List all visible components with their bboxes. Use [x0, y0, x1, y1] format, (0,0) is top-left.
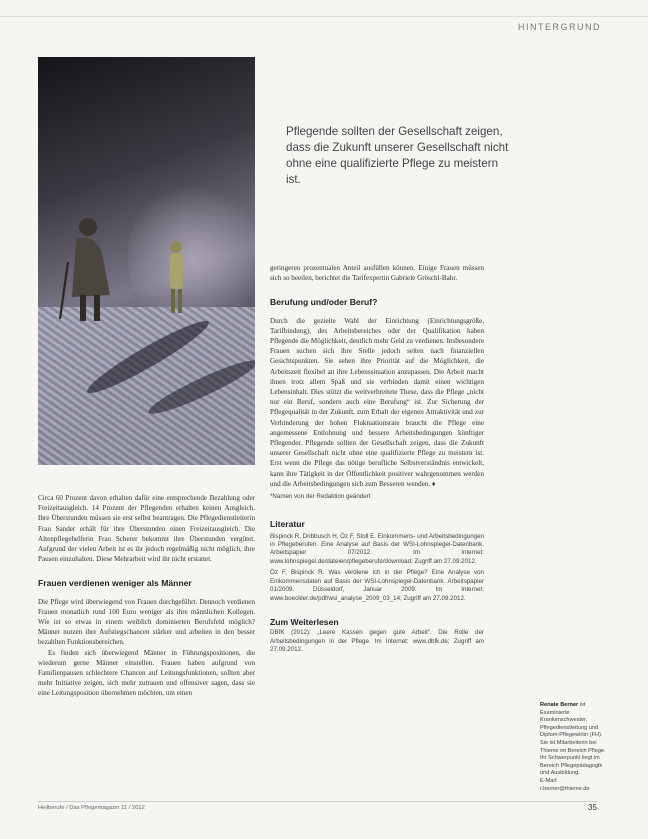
footer-journal: Heilberufe / Das Pflegemagazin 11 / 2012	[38, 805, 145, 811]
left-column	[38, 493, 255, 699]
heading-weiterlesen: Zum Weiterlesen	[270, 616, 339, 627]
author-description: ist Examinierte Krankenschwester, Pflegedienstleitung und Diplom-Pflegewirtin (FH). Sie ist Mitarbeiterin bei Thieme im Bereich Pflege. Ihr Schwerpunkt liegt im Bereich Pflegepädagogik und Ausbildung.	[540, 702, 606, 777]
page-number: 35	[588, 803, 597, 812]
left-body-paragraph-2: Es finden sich überwiegend Männer in Führungspositionen, die wiederum gerne Männer einstellen. Frauen haben aufgrund von Familienpausen schlechtere Chancen auf Leitungsfunktionen, sollten aber mehr Initiative zeigen, sich mehr zutrauen und offensiver sagen, dass sie eine Leitungsposition übernehmen möchten, um einen	[38, 648, 255, 698]
section-label: HINTERGRUND	[518, 22, 601, 32]
heading-berufung: Berufung und/oder Beruf?	[270, 297, 378, 308]
footer-rule	[38, 801, 598, 802]
author-name: Renate Berner	[540, 702, 579, 708]
right-intro-paragraph: geringeren prozentualen Anteil ausfüllen können. Einige Frauen müssen sich so beeilen, berichtet die Tarifexpertin Gabriele Gröschl-Bahr.	[270, 264, 484, 283]
left-top-paragraph: Circa 60 Prozent davon erhalten dafür eine entsprechende Bezahlung oder Freizeitausgleich. 14 Prozent der Pflegenden erhalten keinen Ausgleich. Ihre Überstunden müssen sie erst selbst beantragen. Die Pflegedienstleiterin Frau Sander erhält für ihre Überstunden einen Freizeitausgleich. Die Altenpflegehelferin Frau Scherer bekommt ihre Überstunden vergütet. Aufgrund der vielen Arbeit ist es ihr jedoch regelmäßig nicht möglich, ihre Pausen einzuhalten. Diese Mehrarbeit wird ihr nicht erstattet.	[38, 494, 255, 564]
right-body-paragraph: Durch die gezielte Wahl der Einrichtung (Einrichtungsgröße, Tarifbindung), des Arbeitsbereiches oder der Qualifikation haben Pflegende die Möglichkeit, deutlich mehr Geld zu verdienen. Insbesondere Frauen suchen sich ihre Stelle jedoch selten nach finanziellen Gesichtspunkten. Sie sehen ihre Priorität auf die Möglichkeit, die Arbeitszeit flexibel an ihre Lebenssituation anzupassen. Die Arbeit macht ihnen trotz allem Spaß und sie verbinden damit einen wichtigen Lebensinhalt. Dies stützt die weitverbreitete These, dass die Pflege „nicht nur ein Beruf, sondern auch eine Berufung“ ist. Zur Sicherung der Pflegequalität in der Zukunft, zum Erhalt der eigenen Attraktivität und zur Verhinderung der hohen Fluktuationsrate braucht die Pflege eine angemessene Entlohnung und bessere Arbeitsbedingungen künftiger Pflegender. Pflegende sollten der Gesellschaft zeigen, dass die Zukunft unserer Gesellschaft nicht ohne eine qualifizierte Pflege zu meistern ist. Erst wenn die Pflege das nötige berufliche Selbstverständnis entwickelt, kann ihre Tätigkeit in der Öffentlichkeit positiver wahrgenommen werden und die Arbeitsbedingungen sich zum Besseren wenden. ♦	[270, 316, 484, 488]
weiterlesen-text: DBfK (2012): „Leere Kassen gegen gute Arbeit“. Die Rolle der Arbeitsbedingungen in der Pflege. Im Internet: www.dbfk.de; Zugriff am 27.09.2012.	[270, 629, 484, 653]
author-email: E-Mail: r.berner@thieme.de	[540, 777, 590, 792]
right-column	[270, 263, 484, 654]
heading-frauen: Frauen verdienen weniger als Männer	[38, 578, 192, 589]
header-rule	[0, 16, 648, 17]
literatur-entry-2: Öz F, Bispinck R. Was verdiene ich in der Pflege? Eine Analyse von Einkommensdaten auf Basis der WSI-Lohnspiegel-Datenbank. Arbeitspapier 01/2009. Düsseldorf, Januar 2009. Im Internet: www.boeckler.de/pdf/wsi_analyse_2009_03_14; Zugriff am 27.09.2012.	[270, 569, 484, 602]
literatur-entry-1: Bispinck R, Dribbusch H, Öz F, Stoll E. Einkommens- und Arbeitsbedingungen in Pflegeberufen. Eine Analyse auf Basis der WSI-Lohnspiegel-Datenbank. Arbeitspapier 07/2012. Im Internet: www.lohnspiegel.de/dateien/pflegeberufe/download; Zugriff am 27.09.2012.	[270, 532, 484, 565]
figurines-illustration	[38, 57, 255, 465]
left-body-paragraph-1: Die Pflege wird überwiegend von Frauen durchgeführt. Dennoch verdienen Frauen monatlich rund 100 Euro weniger als ihre männlichen Kollegen. Wie ist so etwas in einem weiblich dominierten Berufsfeld möglich? Männer nutzen ihre Aufstiegschancen stärker und arbeiten in den besser bezahlten Funktionsbereichen.	[38, 597, 255, 647]
author-bio	[540, 702, 606, 793]
heading-literatur: Literatur	[270, 519, 305, 530]
pull-quote: Pflegende sollten der Gesellschaft zeigen, dass die Zukunft unserer Gesellschaft nicht ohne eine qualifizierte Pflege zu meistern ist.	[286, 125, 509, 186]
editor-note: *Namen von der Redaktion geändert	[270, 493, 371, 501]
article-photo	[38, 57, 255, 465]
